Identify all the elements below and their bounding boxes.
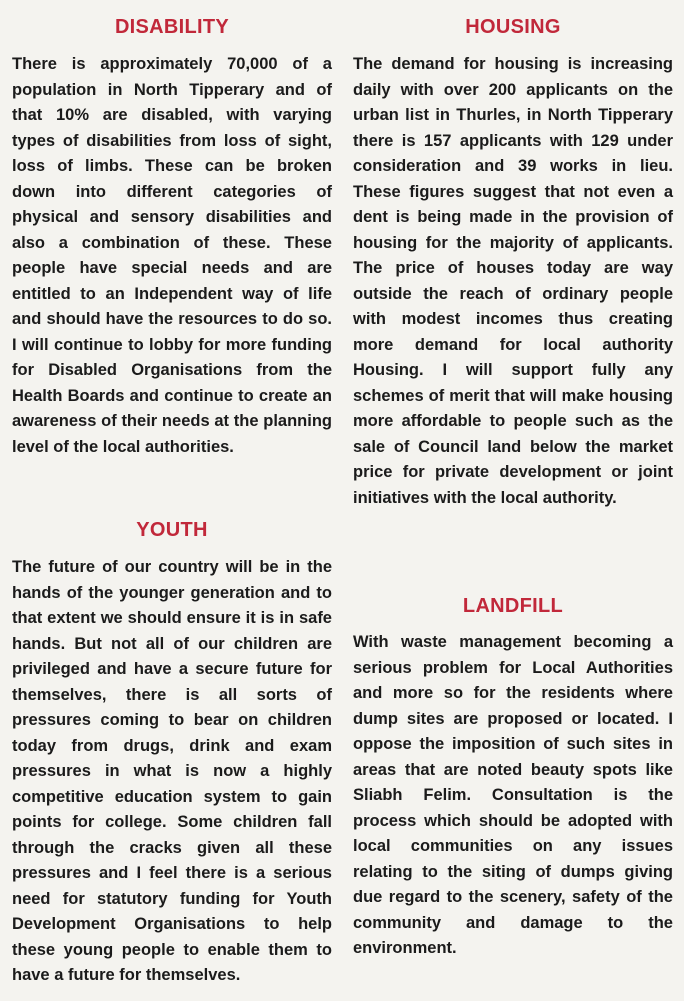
housing-heading: HOUSING: [465, 16, 561, 38]
disability-heading: DISABILITY: [114, 16, 230, 38]
landfill-text: With waste management becoming a serious problem for Local Authorities and more so for the residents where dump sites are proposed or located. I oppose the imposition of such sites in areas that are noted beauty spots like Sliabh Felim. Consultation is the process which should be adopted with local communities on any issues relating to the siting of dumps giving due regard to the scenery, safety of the community and damage to the environment.: [353, 633, 673, 957]
disability-text: There is approximately 70,000 of a population in North Tipperary and of that 10% are disabled, with varying types of disabilities from loss of sight, loss of limbs. These can be broken down into different categories of physical and sensory disabilities and also a combination of these. These people have special needs and are entitled to an Independent way of life and should have the resources to do so. I will continue to lobby for more funding for Disabled Organisations from the Health Boards and continue to create an awareness of their needs at the planning level of the local authorities.: [12, 55, 332, 456]
youth-heading: YOUTH: [136, 519, 208, 541]
housing-text: The demand for housing is increasing daily with over 200 applicants on the urban list in Thurles, in North Tipperary there is 157 applicants with 129 under consideration and 39 works in lieu. These figures suggest that not even a dent is being made in the provision of housing for the majority of applicants. The price of houses today are way outside the reach of ordinary people with modest incomes thus creating more demand for local authority Housing. I will support fully any schemes of merit that will make housing more affordable to people such as the sale of Council land below the market price for private development or joint initiatives with the local authority.: [353, 55, 673, 507]
youth-text: The future of our country will be in the hands of the younger generation and to that extent we should ensure it is in safe hands. But not all of our children are privileged and have a secure future for themselves, there is all sorts of pressures coming to bear on children today from drugs, drink and exam pressures in what is now a highly competitive education system to gain points for college. Some children fall through the cracks given all these pressures and I feel there is a serious need for statutory funding for Youth Development Organisations to help these young people to enable them to have a future for themselves.: [12, 558, 332, 984]
landfill-heading: LANDFILL: [462, 595, 564, 617]
